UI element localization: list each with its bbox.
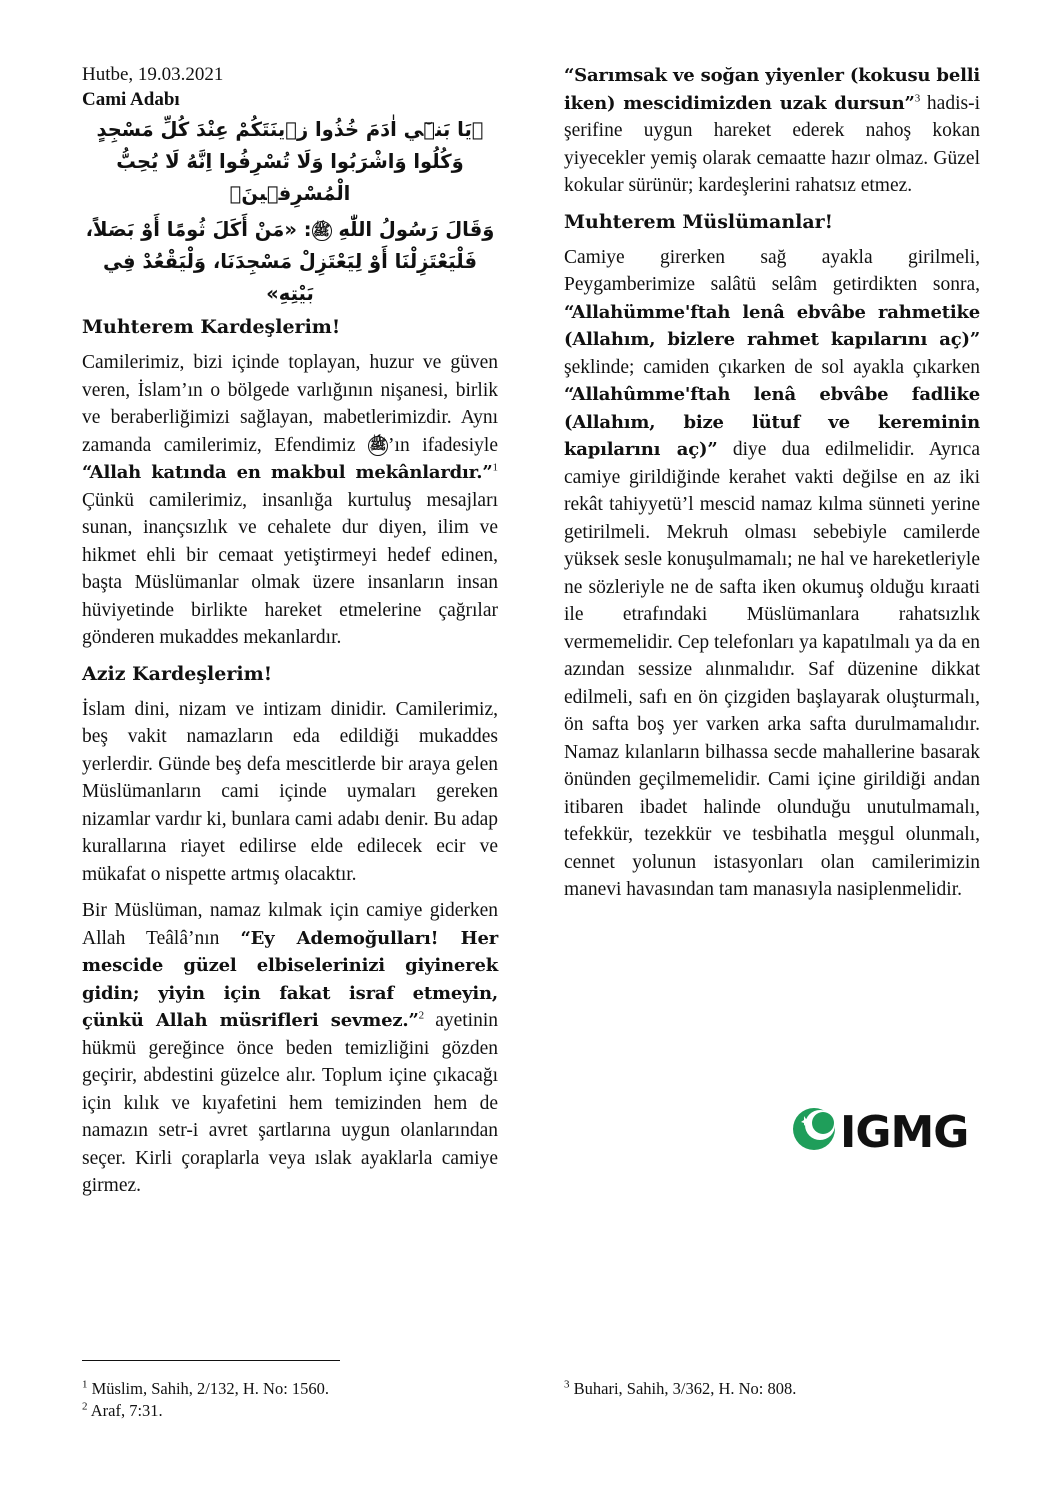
footnote-2: $^2$ Araf, 7:31. [82, 1400, 163, 1420]
paragraph-3-text-a: Bir Müslüman, namaz kılmak için camiye giderken Allah Teâlâ’nın [82, 900, 498, 949]
paragraph-1-text-a: Camilerimiz, bizi içinde toplayan, huzur ve güven veren, İslam’ın o bölgede varlığının nişanesi, birlik ve beraberliğimizi sağlayan, mabetlerimizdir. Aynı zamanda camilerimiz, Efendimiz [82, 352, 498, 456]
left-column [82, 62, 498, 1209]
quote-dua-entering: “Allahümme'ftah lenâ ebvâbe rahmetike (Allahım, bizlere rahmet kapılarını aç)” [564, 301, 980, 350]
paragraph-4 [564, 62, 980, 200]
arabic-hadith-intro: وَقَالَ رَسُولُ اللّٰهِ [338, 218, 495, 241]
footnote-divider [82, 1360, 340, 1361]
paragraph-5-text-c: diye dua edilmelidir. Ayrıca camiye girildiğinde kerahet vakti değilse en az iki rekât tahiyyetü’l mescid namaz kılma sünneti yerine getirilmeli. Mekruh olması sebebiyle camilerde yüksek sesle konuşulmamalı; ne hal ve hareketleriyle ne sözleriyle ne de safta iken okumuş olduğu kıraati ile etrafındaki Müslümanlara rahatsızlık vermemelidir. Cep telefonları ya kapatılmalı ya da en azından sessize alınmalıdır. Saf düzenine dikkat edilmeli, safı en ön çizgiden başlayarak oluşturmalı, ön safta boş yer varken arka safta durulmamalıdır. Namaz kılanların bilhassa secde mahallerine basarak önünden geçilmemelidir. Cami içine girildiği andan itibaren ibadet halinde olunduğu unutulmamalı, tefekkür, tezekkür ve tesbihatla meşgul olunmalı, cennet yolunun istasyonları olan camilerimizin manevi havasından tam manasıyla nasiplenmelidir. [564, 439, 980, 900]
arabic-verse: ﴿يَا بَنٖٓي اٰدَمَ خُذُوا زٖينَتَكُمْ عِنْدَ كُلِّ مَسْجِدٍ وَكُلُوا وَاشْرَبُوا وَلَا تُسْرِفُوا اِنَّهُ لَا يُحِبُّ الْمُسْرِفٖينَ﴾ [96, 118, 484, 205]
igmg-logo [792, 1106, 982, 1152]
heading-muhterem-muslumanlar: Muhterem Müslümanlar! [564, 210, 834, 233]
arabic-hadith-block: وَقَالَ رَسُولُ اللّٰهِ ﷺ: «مَنْ أَكَلَ ثُومًا أَوْ بَصَلاً، فَلْيَعْتَزِلْنَا أَوْ لِيَعْتَزِلْ مَسْجِدَنَا، وَلْيَقْعُدْ فِي بَيْتِهِ» [85, 218, 495, 305]
paragraph-1-text-b: ’ın ifadesiyle [388, 434, 498, 456]
quote-ademogullari: “Ey Ademoğulları! Her mescide güzel elbiselerinizi giyinerek gidin; yiyin için fakat israf etmeyin, çünkü Allah müsrifleri sevmez.” [82, 927, 498, 1031]
paragraph-3 [82, 897, 498, 1200]
paragraph-2: İslam dini, nizam ve intizam dinidir. Camilerimiz, beş vakit namazların eda edildiği mukaddes yerlerdir. Günde beş defa mescitlerde bir araya gelen Müslümanların cami içinde uymaları gereken nizamlar vardır ki, bunlara cami adabı denir. Bu adap kurallarına riayet edilirse elde edilecek ecir ve mükafat o nispette artmış olacaktır. [82, 698, 498, 885]
right-column [564, 62, 980, 913]
sermon-title: Cami Adabı [82, 89, 180, 110]
heading-muhterem-kardeslerim: Muhterem Kardeşlerim! [82, 316, 341, 338]
arabic-hadith: «مَنْ أَكَلَ ثُومًا أَوْ بَصَلاً، فَلْيَعْتَزِلْنَا أَوْ لِيَعْتَزِلْ مَسْجِدَنَا، وَلْيَقْعُدْ فِي بَيْتِهِ» [85, 218, 477, 305]
salawat-icon: ﷺ [368, 436, 388, 456]
footnote-1: $^1$ Müslim, Sahih, 2/132, H. No: 1560. [82, 1378, 330, 1398]
quote-allah-katinda: “Allah katında en makbul mekânlardır.” [82, 462, 493, 483]
footnote-ref-3: 3 [914, 92, 921, 104]
sermon-date: Hutbe, 19.03.2021 [82, 64, 224, 85]
quote-sarimsak-sogan: “Sarımsak ve soğan yiyenler (kokusu belli iken) mescidimizden uzak dursun” [564, 65, 980, 114]
footnote-3: $^3$ Buhari, Sahih, 3/362, H. No: 808. [564, 1378, 797, 1398]
footnote-ref-2: 2 [418, 1009, 425, 1022]
paragraph-5-text-b: şeklinde; camiden çıkarken de sol ayakla çıkarken [564, 356, 980, 378]
footnote-ref-1: 1 [492, 461, 498, 474]
paragraph-1 [82, 349, 498, 652]
paragraph-1-text-c: Çünkü camilerimiz, insanlığa kurtuluş mesajları sunan, inançsızlık ve cehalete dur diyen, ilim ve hikmet ehli bir cemaat yetiştirmeyi hedef edinen, başta Müslümanlar olmak üzere insanların insan hüviyetinde birlikte hareket etmelerine çağrılar gönderen mukaddes mekanlardır. [82, 489, 498, 648]
paragraph-5 [564, 244, 980, 904]
quote-dua-leaving: “Allahûmme'ftah lenâ ebvâbe fadlike (Allahım, bize lütuf ve kereminin kapılarını aç)” [564, 384, 980, 460]
heading-aziz-kardeslerim: Aziz Kardeşlerim! [82, 662, 273, 685]
paragraph-5-text-a: Camiye girerken sağ ayakla girilmeli, Peygamberimize salâtü selâm getirdikten sonra, [564, 246, 980, 295]
salawat-icon: ﷺ [313, 222, 330, 239]
igmg-logo-text: IGMG [840, 1107, 969, 1152]
paragraph-4-text: hadis-i şerifine uygun hareket ederek nahoş kokan yiyecekler yemiş olarak cemaatte hazır olmaz. Güzel kokular sürünür; kardeşlerini rahatsız etmez. [564, 92, 980, 196]
paragraph-3-text-b: ayetinin hükmü gereğince önce beden temizliğini gözden geçirir, abdestini güzelce alır. Toplum içine çıkacağı için kılık ve kıyafetini hem temizinden hem de namazın setr-i avret şartlarına uygun olanlarından seçer. Kirli çoraplarla veya ıslak ayaklarla camiye girmez. [82, 1010, 499, 1196]
